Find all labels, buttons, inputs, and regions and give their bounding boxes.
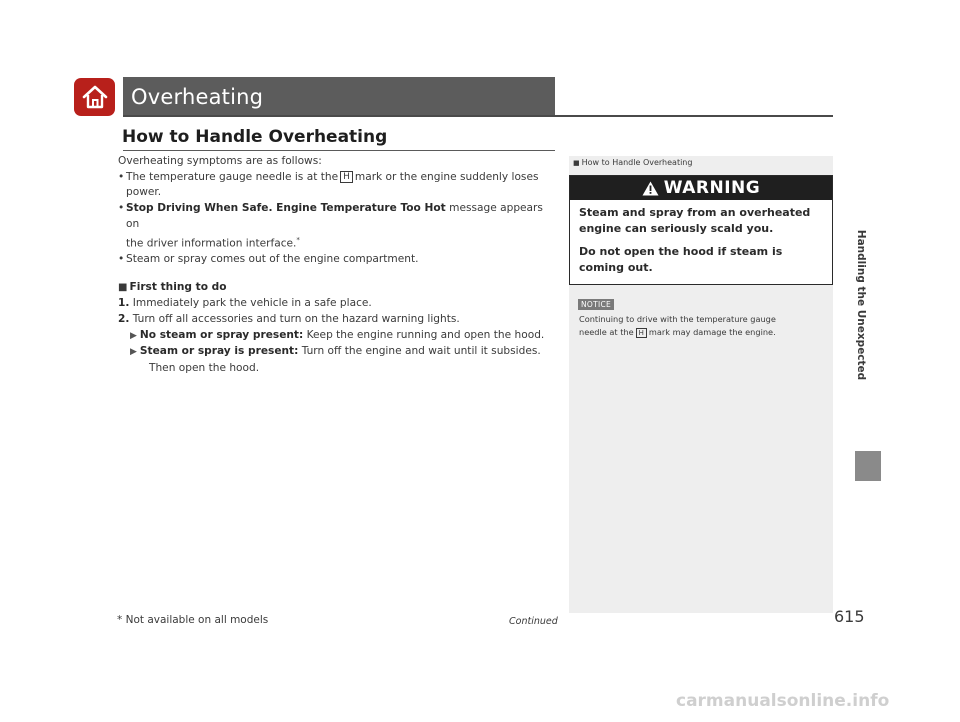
intro-text: Overheating symptoms are as follows: <box>118 155 322 167</box>
arrow-icon: ▶ <box>130 347 137 358</box>
home-button[interactable] <box>74 78 115 116</box>
symptom-1-text: The temperature gauge needle is at the <box>126 170 339 183</box>
warning-paragraph-2: Do not open the hood if steam is coming out. <box>579 245 783 274</box>
chapter-tab[interactable] <box>854 160 868 450</box>
title-rule <box>123 115 833 117</box>
notice-line-2-post: mark may damage the engine. <box>648 327 776 337</box>
sidebar-label-text: How to Handle Overheating <box>581 158 693 167</box>
footnote-marker: * <box>296 235 300 244</box>
warning-text <box>579 205 825 283</box>
section-title: How to Handle Overheating <box>122 127 388 147</box>
step-1 <box>118 296 558 312</box>
step-1-text: Immediately park the vehicle in a safe place. <box>132 297 372 310</box>
symptom-1 <box>118 170 558 201</box>
notice-line-2-pre: needle at the <box>579 327 634 337</box>
h-mark-icon: H <box>636 328 647 338</box>
symptom-2-text: message appears on <box>126 202 543 230</box>
warning-box <box>569 175 833 285</box>
h-mark-icon: H <box>340 171 353 183</box>
step-2 <box>118 312 558 328</box>
chapter-tab-label: Handling the Unexpected <box>855 229 867 381</box>
footnote: * Not available on all models <box>117 614 269 626</box>
step-2-number: 2. <box>118 312 130 325</box>
arrow-icon: ▶ <box>130 330 137 341</box>
watermark: carmanualsonline.info <box>676 691 890 711</box>
action-steam-text: Turn off the engine and wait until it subsides. <box>301 345 541 358</box>
sidebar-label <box>573 158 692 167</box>
warning-title: WARNING <box>663 178 761 198</box>
warning-paragraph-1: Steam and spray from an overheated engine can seriously scald you. <box>579 206 811 235</box>
symptom-3: • Steam or spray comes out of the engine compartment. <box>118 252 558 268</box>
action-steam-cont: Then open the hood. <box>149 361 260 374</box>
warning-header <box>570 176 832 200</box>
notice-line-2 <box>579 326 819 339</box>
action-steam-label: Steam or spray is present: <box>139 345 299 358</box>
reference-marker-icon: ■ <box>573 159 580 167</box>
step-1-number: 1. <box>118 297 130 310</box>
subheading-text: First thing to do <box>129 281 227 294</box>
subheading <box>118 280 558 296</box>
symptom-2 <box>118 201 558 252</box>
title-bar <box>123 77 555 115</box>
notice-badge: NOTICE <box>578 299 614 310</box>
symptom-1-text-end: power. <box>126 186 162 199</box>
notice-line-1: Continuing to drive with the temperature gauge <box>579 314 776 324</box>
home-icon <box>81 84 109 110</box>
action-no-steam <box>118 328 558 345</box>
symptom-2-text-end: the driver information interface. <box>126 237 297 250</box>
continued-label: Continued <box>509 616 558 627</box>
action-no-steam-label: No steam or spray present: <box>139 328 304 341</box>
step-2-text: Turn off all accessories and turn on the hazard warning lights. <box>132 312 460 325</box>
symptom-1-text-cont: mark or the engine suddenly loses <box>354 170 539 183</box>
action-steam <box>118 344 558 361</box>
page-number: 615 <box>834 607 865 626</box>
chapter-tab-marker <box>855 451 881 481</box>
symptom-2-message: Stop Driving When Safe. Engine Temperature Too Hot <box>126 202 446 215</box>
notice-text <box>579 313 819 339</box>
action-no-steam-text: Keep the engine running and open the hood. <box>306 328 545 341</box>
warning-icon <box>642 181 659 196</box>
section-rule <box>123 150 555 151</box>
page-title: Overheating <box>131 85 264 109</box>
body-text <box>118 154 558 377</box>
square-bullet-icon: ■ <box>118 282 128 294</box>
